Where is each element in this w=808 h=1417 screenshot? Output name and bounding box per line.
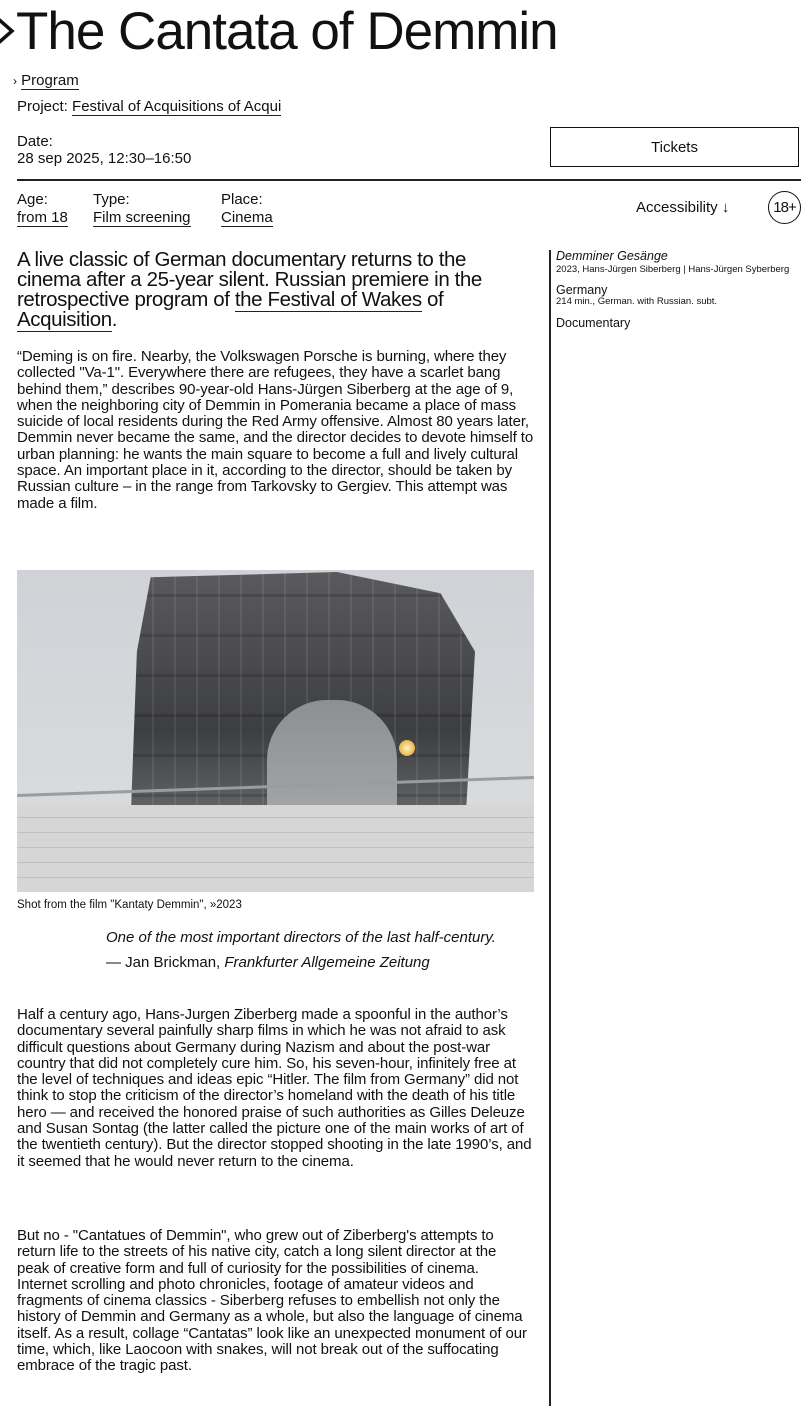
- place-info: [221, 191, 273, 227]
- wall: [17, 805, 534, 892]
- lead-text-part: .: [111, 308, 118, 331]
- body-paragraph: “Deming is on fire. Nearby, the Volkswagen Porsche is burning, where they collected "Va-1". Everywhere there are refugees, they have a scarlet bang behind them,” describes 90-year-old Hans-Jürgen Siberberg at the age of 9, when the neighboring city of Demmin in Pomerania became a place of mass suicide of local residents during the Red Army offensive. Almost 80 years later, Demmin never became the same, and the director decides to devote himself to urban planning: he wants the main square to become a full and lively cultural space. An important place in it, according to the director, should be taken by Russian culture – in the range from Tarkovsky to Gergiev. This attempt was made a film.: [17, 348, 534, 512]
- film-credits: 2023, Hans-Jürgen Siberberg | Hans-Jürgen Syberberg: [556, 264, 790, 275]
- divider: [17, 179, 801, 181]
- film-still-image: [17, 570, 534, 892]
- film-info: [556, 249, 801, 330]
- date-value: 28 sep 2025, 12:30–16:50: [17, 150, 192, 167]
- street-lamp: [399, 740, 415, 756]
- tickets-button[interactable]: Tickets: [550, 127, 799, 167]
- film-details: 214 min., German. with Russian. subt.: [556, 296, 718, 307]
- project-label: Project:: [17, 98, 68, 115]
- lead-text-part: of: [421, 288, 444, 311]
- place-label: Place:: [221, 191, 263, 208]
- film-original-title: Demminer Gesänge: [556, 249, 668, 263]
- image-caption: Shot from the film "Kantaty Demmin", »2023: [17, 899, 242, 911]
- acquisition-link[interactable]: Acquisition: [17, 308, 112, 331]
- age-info: [17, 191, 68, 227]
- festival-link[interactable]: the Festival of Wakes: [234, 288, 422, 311]
- breadcrumb: [13, 72, 79, 89]
- project-link[interactable]: Festival of Acquisitions of Acqui: [72, 98, 282, 115]
- quote-attribution: [106, 955, 506, 971]
- quote-text: One of the most important directors of the last half-century.: [106, 929, 496, 946]
- age-label: Age:: [17, 191, 48, 208]
- lead-text: [17, 250, 532, 330]
- date-info: [17, 133, 191, 167]
- accessibility-dropdown[interactable]: Accessibility ↓: [636, 199, 730, 216]
- age-link[interactable]: from 18: [17, 209, 68, 226]
- quote-source: Frankfurter Allgemeine Zeitung: [224, 954, 430, 971]
- body-paragraph: But no - "Cantatues of Demmin", who grew out of Ziberberg's attempts to return life to the streets of his native city, catch a long silent director at the peak of creative form and full of curiosity for the possibilities of cinema. Internet scrolling and photo chronicles, footage of amateur videos and fragments of cinema classics - Siberberg refuses to embellish not only the history of Demmin and Germany as a whole, but also the language of cinema itself. As a result, collage “Cantatas” look like an unexpected monument of our time, which, like Laocoon with snakes, will not break out of the suffocating embrace of the tragic past.: [17, 1227, 527, 1375]
- body-paragraph: Half a century ago, Hans-Jurgen Ziberberg made a spoonful in the author’s documentary several painfully sharp films in which he was not afraid to ask difficult questions about Germany during Nazism and about the post-war country that did not completely cure him. So, his seven-hour, infinitely free at the level of techniques and ideas epic “Hitler. The film from Germany” did not think to stop the criticism of the director’s homeland with the death of his title hero — and received the honored praise of such authorities as Gilles Deleuze and Susan Sontag (the latter called the picture one of the main works of art of the twentieth century). But the director stopped shooting in the late 1990’s, and it seemed that he would never return to the cinema.: [17, 1006, 532, 1170]
- type-info: [93, 191, 191, 227]
- pull-quote: [106, 930, 506, 971]
- page-title: The Cantata of Demmin: [0, 2, 558, 62]
- date-label: Date:: [17, 133, 53, 150]
- film-country: Germany: [556, 283, 608, 297]
- type-link[interactable]: Film screening: [93, 209, 191, 226]
- film-genre: Documentary: [556, 316, 631, 330]
- arrow-right-icon: [0, 2, 16, 62]
- place-link[interactable]: Cinema: [221, 209, 273, 226]
- column-divider: [549, 250, 551, 1406]
- lead-text-part: A live classic of German documentary returns to the cinema after a 25-year silent. Russian premiere in the retrospective program of: [17, 248, 482, 311]
- project-info: [17, 98, 281, 115]
- type-label: Type:: [93, 191, 130, 208]
- age-rating-badge: 18+: [768, 191, 801, 224]
- chevron-right-icon: ›: [13, 74, 17, 88]
- quote-author: — Jan Brickman,: [106, 954, 225, 971]
- breadcrumb-program-link[interactable]: Program: [21, 72, 79, 89]
